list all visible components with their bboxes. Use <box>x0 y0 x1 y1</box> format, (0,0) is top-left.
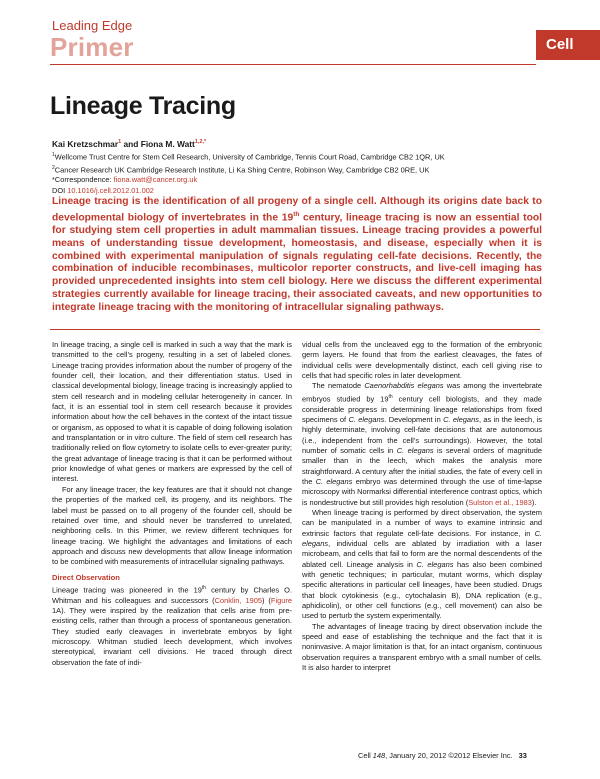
page-number: 33 <box>518 751 527 760</box>
section-label: Leading Edge <box>52 18 133 33</box>
paragraph: The advantages of lineage tracing by direct observation include the speed and ease of establishing the technique and the fact that it is noninvasive. A major limitation is that, for an intact organism, continuous observation requires a transparent embryo with a small number of cells. It is also harder to interpret <box>302 621 542 673</box>
article-type-label: Primer <box>50 32 134 62</box>
journal-logo: Cell <box>536 30 600 60</box>
figure-link[interactable]: Figure <box>270 595 292 605</box>
paragraph: For any lineage tracer, the key features are that it should not change the properties of the marked cell, its progeny, and its neighbors. The label must be passed on to all progeny of the founder cell, should be retained over time, and should never be transferred to unrelated, neighboring cells. In this Primer, we review different techniques for lineage tracing. We highlight the advantages and limitations of each approach and discuss new developments that allow lineage information to be combined with measurements of intracellular signaling pathways. <box>52 484 292 567</box>
paragraph: When lineage tracing is performed by direct observation, the system can be manipulated in a number of ways to examine intrinsic and extrinsic factors that regulate cell-fate decisions. For instance, in C. elegans, individual cells are ablated by irradiation with a laser microbeam, and cells that fail to form are the normal descendents of the ablated cell. Lineage analysis in C. elegans has also been combined with genetic techniques; in particular, mutant worms, which display specific alterations in particular cell lineages, have been studied. Drugs that block cytokinesis (e.g., cytochalasin B), DNA replication (e.g., aphidicolin), or other cell functions (e.g., cell movement) can also be used to perturb the system experimentally. <box>302 507 543 621</box>
header-divider <box>50 64 536 65</box>
body-column-left <box>52 340 292 668</box>
affiliation-2: $^2$Cancer Research UK Cambridge Research Institute, Li Ka Shing Centre, Robinson Way, Cambridge CB2 0RE, UK <box>52 164 430 175</box>
author-1-sup: 1 <box>118 139 122 145</box>
paragraph: vidual cells from the uncleaved egg to the formation of the embryonic germ layers. He found that from the earliest cleavages, the fates of individual cells were developmentally distinct, each cell giving rise to cells that had specific roles in later development. <box>302 340 542 381</box>
section-heading: Direct Observation <box>52 572 120 582</box>
abstract: Lineage tracing is the identification of all progeny of a single cell. Although its origins date back to developmental biology of invertebrates in the 19th century, lineage tracing is now an essential tool for studying stem cell properties in adult mammalian tissues. Lineage tracing provides a powerful means of understanding tissue development, homeostasis, and disease, especially when it is combined with experimental manipulation of signals regulating cell-fate decisions. Recently, the combination of inducible recombinases, multicolor reporter constructs, and live-cell imaging has provided unprecedented insights into stem cell biology. Here we discuss the different experimental strategies currently available for lineage tracing, their associated caveats, and new opportunities to integrate lineage tracing with the monitoring of intracellular signaling pathways. <box>52 196 543 313</box>
page-footer: Cell 148, January 20, 2012 ©2012 Elsevier Inc. 33 <box>358 751 527 760</box>
doi-link[interactable]: 10.1016/j.cell.2012.01.002 <box>67 185 154 195</box>
affiliation-1: $^1$Wellcome Trust Centre for Stem Cell Research, University of Cambridge, Tennis Court Road, Cambridge CB2 1QR, UK <box>52 152 445 162</box>
citation-link[interactable]: Conklin, 1905 <box>214 595 262 605</box>
body-column-right <box>302 340 542 673</box>
paragraph: Lineage tracing was pioneered in the 19th century by Charles O. Whitman and his colleagues and successors (Conklin, 1905) (Figure 1A). They were inspired by the realization that cells arise from pre-existing cells, rather than through a process of spontaneous generation. They studied early cleavages in invertebrate embryos by light microscopy. Whitman studied leech development, which involves stereotypical, invariant cell divisions. He traced through direct observation the fate of indi- <box>52 584 292 667</box>
author-2-sup: 1,2,* <box>194 139 207 145</box>
paragraph: The nematode Caenorhabditis elegans was among the invertebrate embryos studied by 19th century cell biologists, and they made considerable progress in determining lineage relationships from fixed specimens of C. elegans. Development in C. elegans, as in the leech, is highly determinate, involving cell-fate decisions that are autonomous (i.e., independent from the cell’s surroundings). However, the total number of somatic cells in C. elegans is several orders of magnitude smaller than in the leech, which makes the analysis more straightforward. A century after the initial studies, the fate of every cell in the C. elegans embryo was determined through the use of time-lapse microscopy with Normarksi differential interference contrast optics, which is nondestructive but still provides high resolution (Sulston et al., 1983). <box>302 381 543 507</box>
citation-link[interactable]: Sulston et al., 1983 <box>468 497 532 507</box>
article-title: Lineage Tracing <box>50 92 236 120</box>
correspondence: *Correspondence: fiona.watt@cancer.org.uk <box>52 175 198 185</box>
author-1: Kai Kretzschmar <box>52 138 119 149</box>
paragraph: In lineage tracing, a single cell is marked in such a way that the mark is transmitted to the cell’s progeny, resulting in a set of labeled clones. Lineage tracing provides information about the number of progeny of the founder cell, their location, and their differentiation status. Used in classical developmental biology, lineage tracing is increasingly applied to stem cell research and in modeling cellular heterogeneity in cancer. In fact, it is an essential tool in stem cell research because it provides information about how the cell behaves in the context of the intact tissue or organism, as opposed to what it is capable of doing following isolation and transplantation or in vitro culture. The field of stem cell research has traditionally relied on flow cytometry to isolate cells to ever-greater purity; the great advantage of lineage tracing is that it can be performed without prior knowledge of what genes or markers are expressed by the cell of interest. <box>52 340 292 484</box>
abstract-divider <box>50 329 540 330</box>
article-metadata <box>52 137 532 196</box>
author-list <box>52 137 532 149</box>
doi-line: DOI 10.1016/j.cell.2012.01.002 <box>52 185 154 195</box>
author-2: and Fiona M. Watt <box>121 138 195 149</box>
correspondence-email-link[interactable]: fiona.watt@cancer.org.uk <box>113 175 198 185</box>
